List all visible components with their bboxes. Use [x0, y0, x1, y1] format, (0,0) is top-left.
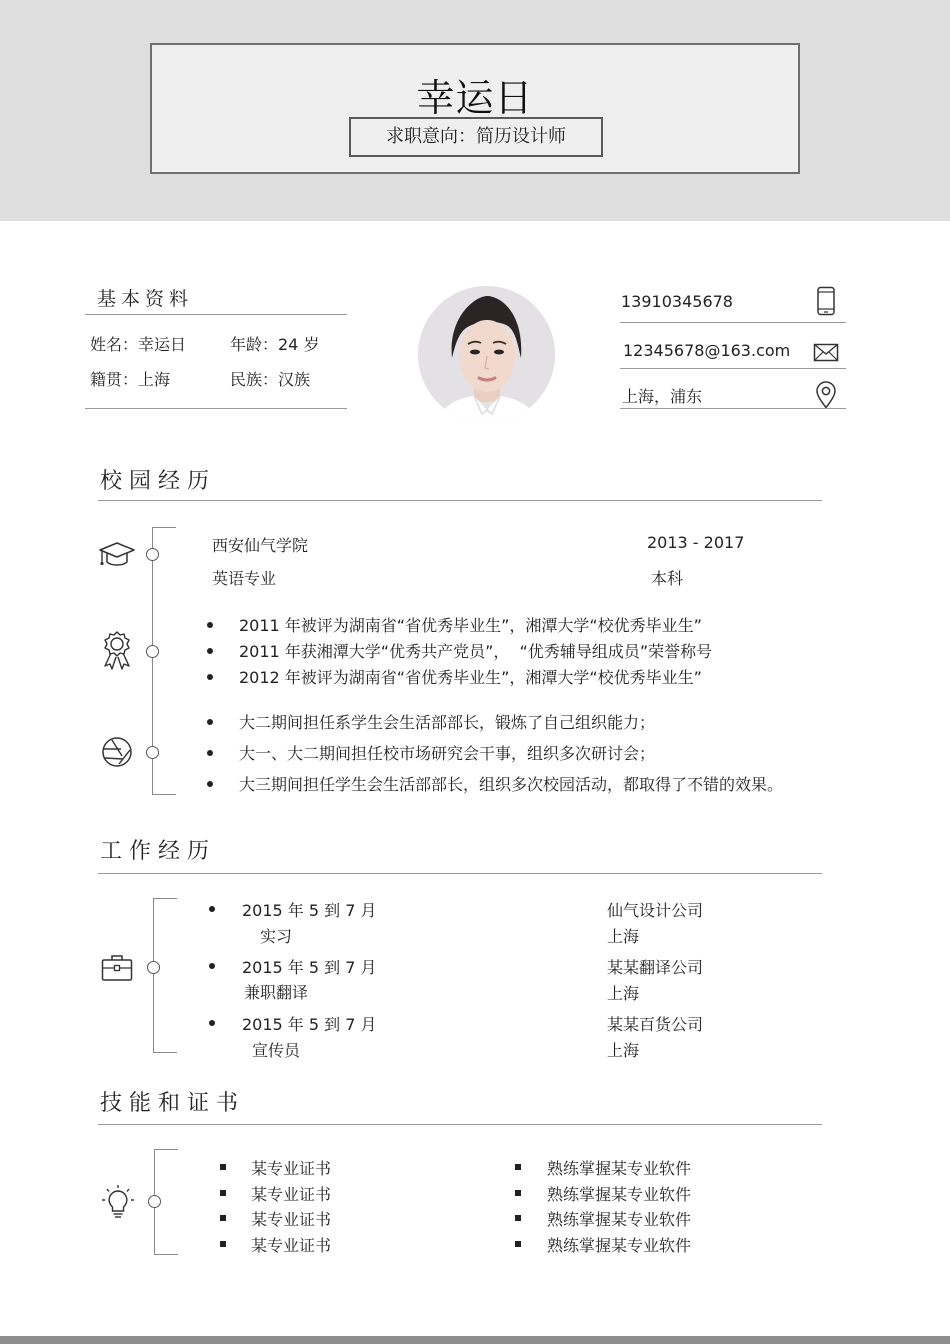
resume-name: 幸运日 — [416, 76, 534, 120]
origin-field: 籍贯：上海 — [90, 370, 171, 389]
bullet — [220, 1215, 226, 1221]
contact-divider-1 — [620, 322, 846, 323]
bullet — [207, 781, 213, 787]
footer-bar — [0, 1336, 950, 1344]
timeline-node — [146, 746, 159, 759]
email-address: 12345678@163.com — [623, 341, 791, 360]
work-section-divider — [98, 873, 822, 874]
basic-info-title: 基本资料 — [97, 288, 194, 310]
lightbulb-icon — [101, 1184, 135, 1220]
work-city: 上海 — [607, 927, 640, 946]
bullet — [209, 906, 215, 912]
skill-item: 熟练掌握某专业软件 — [547, 1159, 692, 1178]
work-role: 兼职翻译 — [244, 983, 309, 1002]
school-years: 2013 - 2017 — [647, 533, 745, 552]
work-city: 上海 — [607, 1041, 640, 1060]
graduation-cap-icon — [98, 541, 136, 569]
briefcase-icon — [101, 954, 133, 982]
skill-item: 熟练掌握某专业软件 — [547, 1185, 692, 1204]
mail-icon — [813, 343, 839, 362]
skills-section-divider — [98, 1124, 822, 1125]
award-item: 2012 年被评为湖南省“省优秀毕业生”，湘潭大学“校优秀毕业生” — [239, 668, 702, 687]
skills-section-title: 技能和证书 — [100, 1091, 246, 1116]
timeline-node — [148, 1195, 161, 1208]
work-section-title: 工作经历 — [100, 839, 217, 864]
bullet — [220, 1164, 226, 1170]
award-ribbon-icon — [101, 630, 133, 670]
bullet — [515, 1215, 521, 1221]
award-item: 2011 年获湘潭大学“优秀共产党员”， “优秀辅导组成员”荣誉称号 — [239, 642, 713, 661]
activity-item: 大一、大二期间担任校市场研究会干事，组织多次研讨会； — [239, 744, 656, 763]
contact-divider-3 — [620, 408, 846, 409]
location-pin-icon — [815, 381, 837, 409]
campus-section-divider — [98, 500, 822, 501]
work-company: 某某翻译公司 — [607, 958, 704, 977]
phone-number: 13910345678 — [621, 292, 733, 311]
degree: 本科 — [651, 569, 684, 588]
campus-section-title: 校园经历 — [100, 469, 217, 494]
work-role: 实习 — [260, 927, 293, 946]
contact-divider-2 — [620, 368, 846, 369]
ethnicity-field: 民族：汉族 — [230, 370, 311, 389]
age-field: 年龄：24 岁 — [230, 335, 320, 354]
name-field: 姓名：幸运日 — [90, 335, 187, 354]
bullet — [209, 963, 215, 969]
avatar — [418, 286, 555, 423]
work-city: 上海 — [607, 984, 640, 1003]
work-date: 2015 年 5 到 7 月 — [242, 1015, 377, 1034]
bullet — [515, 1190, 521, 1196]
timeline-node — [146, 645, 159, 658]
certificate-item: 某专业证书 — [251, 1185, 332, 1204]
activity-item: 大二期间担任系学生会生活部部长，锻炼了自己组织能力； — [239, 713, 656, 732]
timeline-node — [147, 961, 160, 974]
bullet — [207, 719, 213, 725]
award-item: 2011 年被评为湖南省“省优秀毕业生”，湘潭大学“校优秀毕业生” — [239, 616, 702, 635]
work-timeline — [153, 898, 177, 1053]
basic-info-bottom-divider — [85, 408, 347, 409]
skill-item: 熟练掌握某专业软件 — [547, 1210, 692, 1229]
aperture-icon — [101, 736, 133, 768]
bullet — [207, 622, 213, 628]
basic-info-divider — [85, 314, 347, 315]
job-objective: 求职意向：简历设计师 — [349, 117, 603, 157]
bullet — [207, 648, 213, 654]
skill-item: 熟练掌握某专业软件 — [547, 1236, 692, 1255]
bullet — [220, 1190, 226, 1196]
bullet — [207, 750, 213, 756]
certificate-item: 某专业证书 — [251, 1236, 332, 1255]
timeline-node — [146, 548, 159, 561]
school-name: 西安仙气学院 — [212, 536, 309, 555]
certificate-item: 某专业证书 — [251, 1159, 332, 1178]
major: 英语专业 — [212, 569, 277, 588]
bullet — [515, 1241, 521, 1247]
work-company: 仙气设计公司 — [607, 901, 704, 920]
bullet — [207, 674, 213, 680]
certificate-item: 某专业证书 — [251, 1210, 332, 1229]
work-company: 某某百货公司 — [607, 1015, 704, 1034]
bullet — [209, 1020, 215, 1026]
phone-icon — [815, 286, 837, 316]
work-date: 2015 年 5 到 7 月 — [242, 901, 377, 920]
activity-item: 大三期间担任学生会生活部部长，组织多次校园活动，都取得了不错的效果。 — [239, 775, 784, 794]
work-role: 宣传员 — [252, 1041, 301, 1060]
bullet — [220, 1241, 226, 1247]
header-box — [150, 43, 800, 174]
bullet — [515, 1164, 521, 1170]
location-text: 上海，浦东 — [622, 387, 703, 406]
work-date: 2015 年 5 到 7 月 — [242, 958, 377, 977]
